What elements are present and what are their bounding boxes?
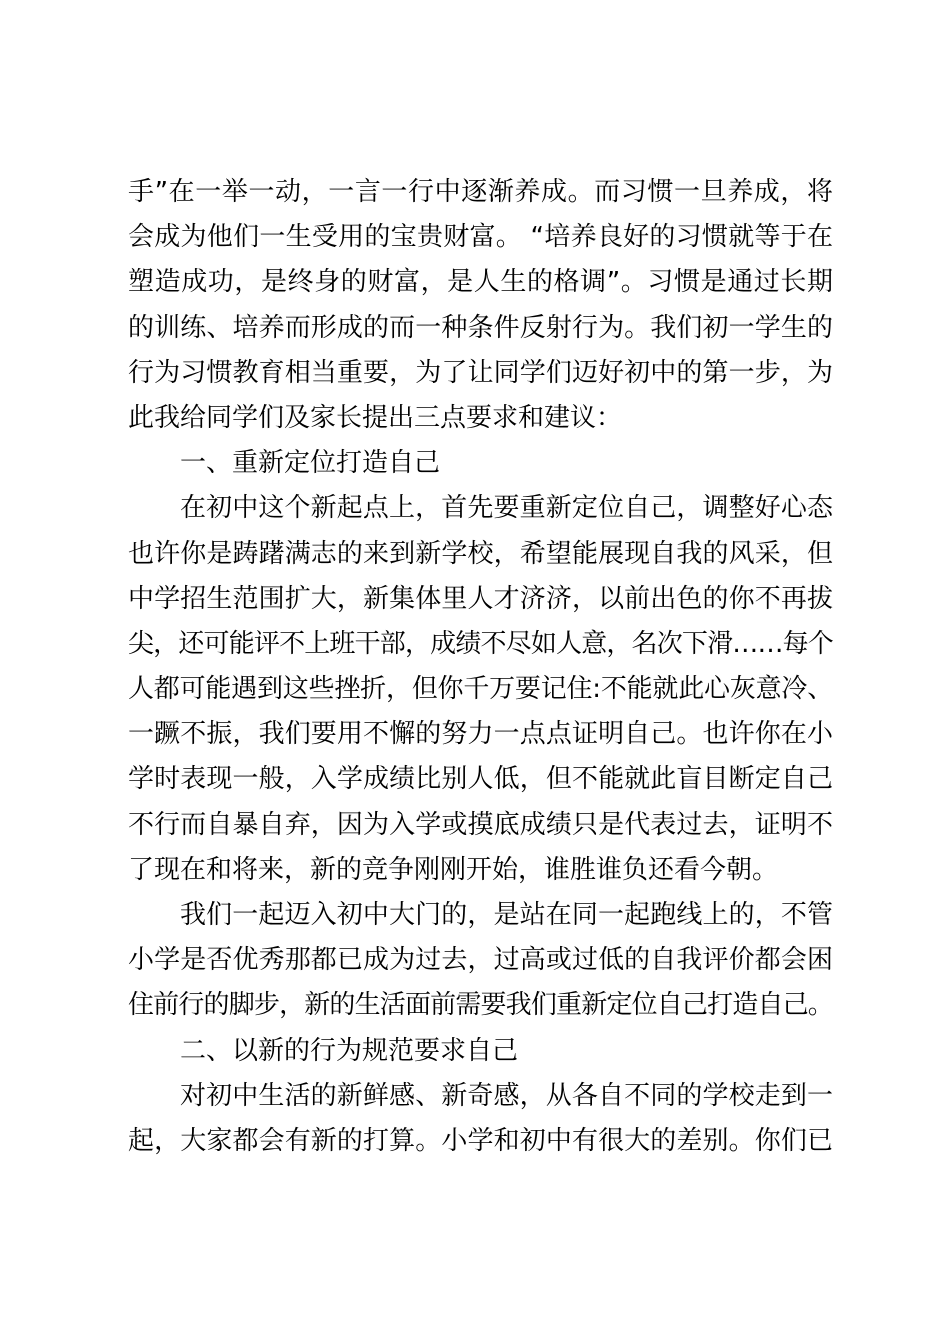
text-line: 小学是否优秀那都已成为过去，过高或过低的自我评价都会困 [128,945,833,976]
text-line: 中学招生范围扩大，新集体里人才济济，以前出色的你不再拔 [128,583,833,614]
text-line: 一蹶不振，我们要用不懈的努力一点点证明自己。也许你在小 [128,719,833,750]
text-line: 了现在和将来，新的竞争刚刚开始，谁胜谁负还看今朝。 [128,854,779,885]
text-line: 此我给同学们及家长提出三点要求和建议： [128,402,623,433]
text-line: 的训练、培养而形成的而一种条件反射行为。我们初一学生的 [128,312,833,343]
text-line: 手”在一举一动，一言一行中逐渐养成。而习惯一旦养成，将 [128,177,833,207]
text-line: 人都可能遇到这些挫折，但你千万要记住:不能就此心灰意冷、 [128,674,833,705]
text-line: 行为习惯教育相当重要，为了让同学们迈好初中的第一步，为 [128,357,833,388]
paragraph-first-line: 我们一起迈入初中大门的，是站在同一起跑线上的，不管 [180,900,833,930]
text-line: 塑造成功，是终身的财富，是人生的格调”。习惯是通过长期 [128,267,833,298]
paragraph-first-line: 在初中这个新起点上，首先要重新定位自己，调整好心态 [180,493,833,524]
text-line: 也许你是踌躇满志的来到新学校，希望能展现自我的风采，但 [128,538,833,569]
paragraph-first-line: 对初中生活的新鲜感、新奇感，从各自不同的学校走到一 [180,1080,833,1111]
text-line: 住前行的脚步，新的生活面前需要我们重新定位自己打造自己。 [128,990,833,1021]
document-body [128,170,833,1164]
text-line: 尖，还可能评不上班干部，成绩不尽如人意，名次下滑……每个 [128,628,833,659]
paragraph-first-line: 二、以新的行为规范要求自己 [180,1035,519,1066]
text-line: 不行而自暴自弃，因为入学或摸底成绩只是代表过去，证明不 [128,809,833,840]
paragraph-first-line: 一、重新定位打造自己 [180,448,441,479]
text-line: 起，大家都会有新的打算。小学和初中有很大的差别。你们已 [128,1125,833,1156]
text-line: 会成为他们一生受用的宝贵财富。 “培养良好的习惯就等于在 [128,222,833,253]
text-line: 学时表现一般，入学成绩比别人低，但不能就此盲目断定自己 [128,764,833,795]
